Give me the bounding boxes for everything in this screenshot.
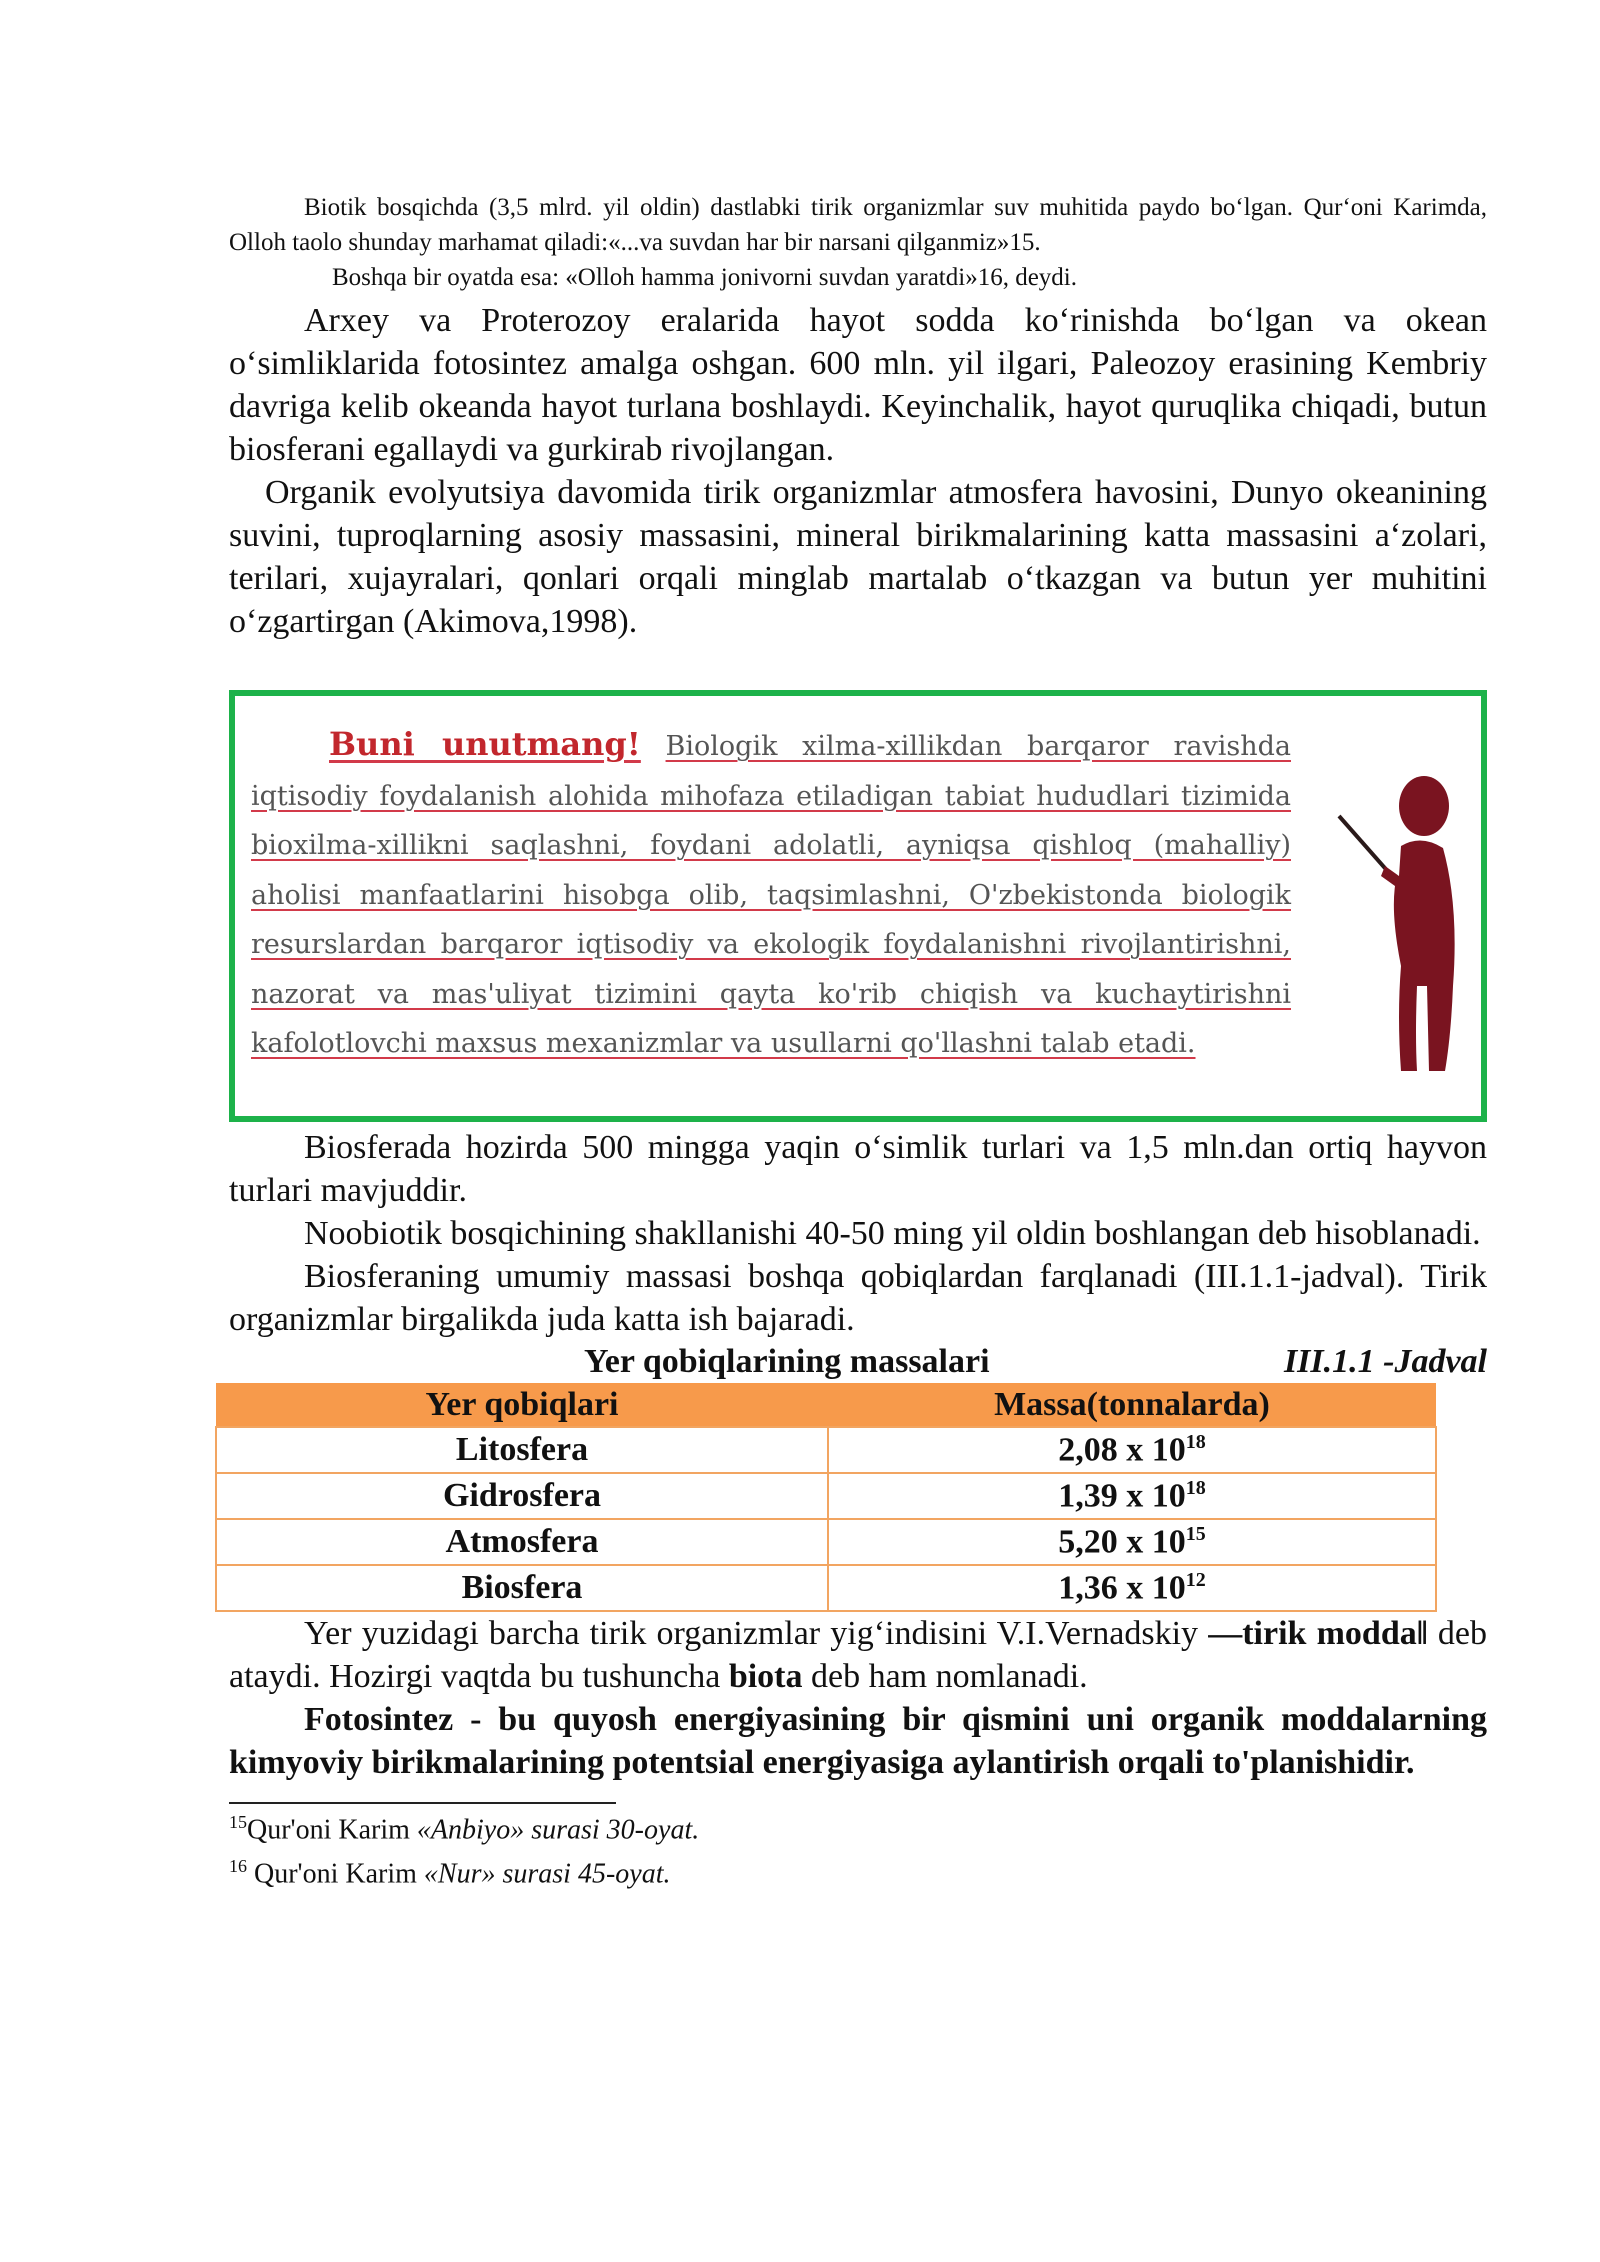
cell-mass xyxy=(828,1519,1436,1565)
reminder-body: Biologik xilma-xillikdan barqaror ravishda iqtisodiy foydalanish alohida mihofaza etiladigan tabiat hududlari tizimida bioxilma-xillikni saqlashni, foydani adolatli, ayniqsa qishloq (mahalliy) aholisi manfaatlarini hisobga olib, taqsimlashni, O'zbekistonda biologik resurslardan barqaror iqtisodiy va ekologik foydalanishni rivojlantirishni, nazorat va mas'uliyat tizimini qayta ko'rib chiqish va kuchaytirishni kafolotlovchi maxsus mexanizmlar va usullarni qo'llashni talab etadi. xyxy=(251,731,1291,1059)
paragraph-organik-evolyutsiya: Organik evolyutsiya davomida tirik organizmlar atmosfera havosini, Dunyo okeanining suvini, tuproqlarning asosiy massasini, mineral birikmalarining katta massasini aʻzolari, terilari, xujayralari, qonlari orqali minglab martalab oʻtkazgan va butun yer muhitini oʻzgartirgan (Akimova,1998). xyxy=(229,474,1487,640)
table-row xyxy=(216,1565,1436,1611)
document-page xyxy=(229,190,1487,1893)
cell-name: Gidrosfera xyxy=(216,1473,828,1519)
table-header-row xyxy=(216,1383,1436,1427)
footnote-source: «Anbiyo» surasi 30-oyat. xyxy=(416,1814,700,1846)
mass-base: 1,39 x 10 xyxy=(1058,1477,1186,1515)
table-row xyxy=(216,1473,1436,1519)
term-tirik-modda: ―tirik moddaǁ xyxy=(1208,1615,1428,1652)
reminder-heading: Buni unutmang! xyxy=(329,725,641,763)
cell-mass xyxy=(828,1427,1436,1473)
cell-name: Biosfera xyxy=(216,1565,828,1611)
reminder-box xyxy=(229,690,1487,1122)
cell-mass xyxy=(828,1473,1436,1519)
teacher-pointer-figure-icon xyxy=(1321,736,1471,1076)
text-segment: deb ham nomlanadi. xyxy=(802,1658,1088,1695)
text-segment: Yer yuzidagi barcha tirik organizmlar yigʻindisini V.I.Vernadskiy xyxy=(304,1615,1209,1652)
cell-name: Litosfera xyxy=(216,1427,828,1473)
footnote-source: «Nur» surasi 45-oyat. xyxy=(423,1858,671,1890)
header-yer-qobiqlari: Yer qobiqlari xyxy=(216,1383,828,1427)
footnote-16 xyxy=(229,1848,1487,1892)
footnote-15 xyxy=(229,1804,1487,1848)
cell-name: Atmosfera xyxy=(216,1519,828,1565)
cell-mass xyxy=(828,1565,1436,1611)
paragraph-noobiotik: Noobiotik bosqichining shakllanishi 40-50 ming yil oldin boshlangan deb hisoblanadi. xyxy=(304,1215,1481,1252)
mass-exponent: 18 xyxy=(1185,1476,1206,1499)
paragraph-biotik: Biotik bosqichda (3,5 mlrd. yil oldin) dastlabki tirik organizmlar suv muhitida paydo boʻlgan. Qurʻoni Karimda, Olloh taolo shunday marhamat qiladi:«...va suvdan har bir narsani qilganmiz»15. xyxy=(229,194,1487,256)
paragraph-biosferada: Biosferada hozirda 500 mingga yaqin oʻsimlik turlari va 1,5 mln.dan ortiq hayvon turlari mavjuddir. xyxy=(229,1129,1487,1209)
mass-exponent: 18 xyxy=(1185,1430,1206,1453)
paragraph-arxey: Arxey va Proterozoy eralarida hayot sodda koʻrinishda boʻlgan va okean oʻsimliklarida fotosintez amalga oshgan. 600 mln. yil ilgari, Paleozoy erasining Kembriy davriga kelib okeanda hayot turlana boshlaydi. Keyinchalik, hayot quruqlika chiqadi, butun biosferani egallaydi va gurkirab rivojlangan. xyxy=(229,302,1487,468)
mass-base: 2,08 x 10 xyxy=(1058,1431,1186,1469)
table-row xyxy=(216,1519,1436,1565)
table-caption-row xyxy=(229,1341,1487,1383)
mass-exponent: 15 xyxy=(1185,1522,1206,1545)
paragraph-boshqa-oyat: Boshqa bir oyatda esa: «Olloh hamma jonivorni suvdan yaratdi»16, deydi. xyxy=(332,264,1077,291)
paragraph-vernadskiy xyxy=(229,1612,1487,1698)
footnote-text: Qur'oni Karim xyxy=(247,1858,424,1890)
reminder-text-block xyxy=(251,720,1291,1069)
text-segment: deb ataydi. Hozirgi vaqtda bu tushuncha xyxy=(229,1615,1487,1695)
footnote-number: 16 xyxy=(229,1856,247,1877)
paragraph-biosferaning-massasi: Biosferaning umumiy massasi boshqa qobiqlardan farqlanadi (III.1.1-jadval). Tirik organizmlar birgalikda juda katta ish bajaradi. xyxy=(229,1258,1487,1338)
mass-table xyxy=(215,1383,1437,1612)
table-number: III.1.1 -Jadval xyxy=(1283,1343,1487,1380)
term-biota: biota xyxy=(728,1658,803,1695)
table-row xyxy=(216,1427,1436,1473)
mass-base: 1,36 x 10 xyxy=(1058,1569,1186,1607)
table-title: Yer qobiqlarining massalari xyxy=(584,1343,990,1380)
footnote-text: Qur'oni Karim xyxy=(247,1814,417,1846)
header-massa: Massa(tonnalarda) xyxy=(828,1383,1436,1427)
mass-base: 5,20 x 10 xyxy=(1058,1523,1186,1561)
footnote-number: 15 xyxy=(229,1812,247,1832)
mass-exponent: 12 xyxy=(1185,1568,1206,1591)
paragraph-fotosintez: Fotosintez - bu quyosh energiyasining bir qismini uni organik moddalarning kimyoviy birikmalarining potentsial energiyasiga aylantirish orqali to'planishidir. xyxy=(229,1701,1487,1781)
